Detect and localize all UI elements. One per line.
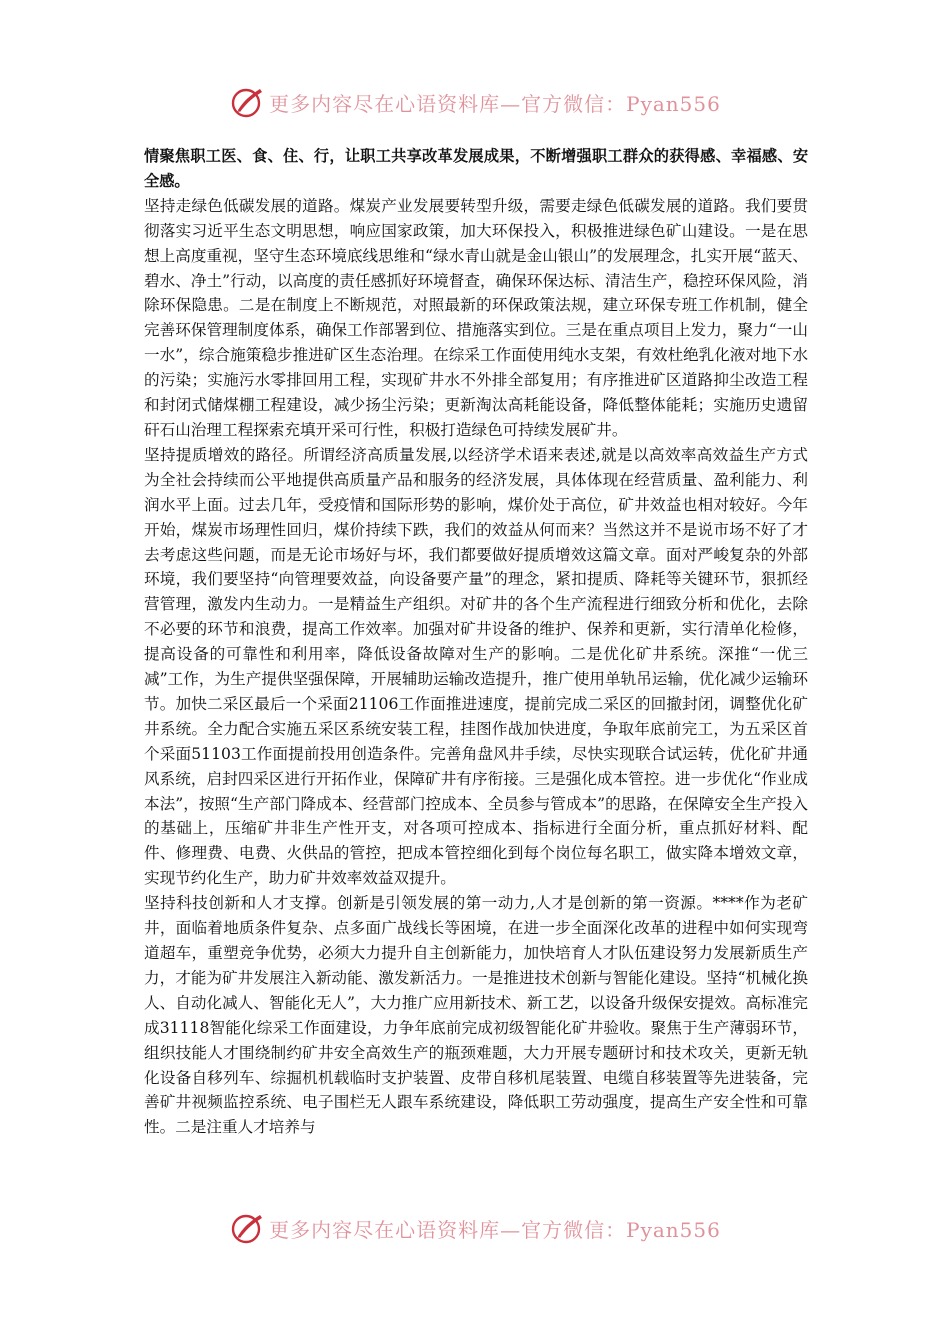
pen-logo-icon [229, 84, 265, 120]
pen-logo-icon [229, 1210, 265, 1246]
document-body [144, 144, 808, 1140]
header-banner [0, 82, 950, 122]
paragraph-2: 坚持走绿色低碳发展的道路。煤炭产业发展要转型升级，需要走绿色低碳发展的道路。我们要贯彻落实习近平生态文明思想，响应国家政策，加大环保投入，积极推进绿色矿山建设。一是在思想上高度重视，坚守生态环境底线思维和“绿水青山就是金山银山”的发展理念，扎实开展“蓝天、碧水、净土”行动，以高度的责任感抓好环境督查，确保环保达标、清洁生产，稳控环保风险，消除环保隐患。二是在制度上不断规范，对照最新的环保政策法规，建立环保专班工作机制，健全完善环保管理制度体系，确保工作部署到位、措施落实到位。三是在重点项目上发力，聚力“一山一水”，综合施策稳步推进矿区生态治理。在综采工作面使用纯水支架，有效杜绝乳化液对地下水的污染；实施污水零排回用工程，实现矿井水不外排全部复用；有序推进矿区道路抑尘改造工程和封闭式储煤棚工程建设，减少扬尘污染；更新淘汰高耗能设备，降低整体能耗；实施历史遗留矸石山治理工程探索充填开采可行性，积极打造绿色可持续发展矿井。 [144, 196, 808, 439]
paragraph-4: 坚持科技创新和人才支撑。创新是引领发展的第一动力,人才是创新的第一资源。****作为老矿井，面临着地质条件复杂、点多面广战线长等困境，在进一步全面深化改革的进程中如何实现弯道超车，重塑竞争优势，必须大力提升自主创新能力，加快培育人才队伍建设努力发展新质生产力，才能为矿井发展注入新动能、激发新活力。一是推进技术创新与智能化建设。坚持“机械化换人、自动化减人、智能化无人”，大力推广应用新技术、新工艺，以设备升级保安提效。高标准完成31118智能化综采工作面建设，力争年底前完成初级智能化矿井验收。聚焦于生产薄弱环节，组织技能人才围绕制约矿井安全高效生产的瓶颈难题，大力开展专题研讨和技术攻关，更新无轨化设备自移列车、综掘机机载临时支护装置、皮带自移机尾装置、电缆自移装置等先进装备，完善矿井视频监控系统、电子围栏无人跟车系统建设，降低职工劳动强度，提高生产安全性和可靠性。二是注重人才培养与 [144, 894, 808, 1137]
footer-banner [0, 1208, 950, 1248]
header-banner-text: 更多内容尽在心语资料库—官方微信：Pyan556 [269, 91, 721, 116]
paragraph-1: 情聚焦职工医、食、住、行，让职工共享改革发展成果，不断增强职工群众的获得感、幸福感、安全感。 [144, 147, 808, 190]
paragraph-3: 坚持提质增效的路径。所谓经济高质量发展,以经济学术语来表述,就是以高效率高效益生产方式为全社会持续而公平地提供高质量产品和服务的经济发展，具体体现在经营质量、盈利能力、利润水平上面。过去几年，受疫情和国际形势的影响，煤价处于高位，矿井效益也相对较好。今年开始，煤炭市场理性回归，煤价持续下跌，我们的效益从何而来？当然这并不是说市场不好了才去考虑这些问题，而是无论市场好与坏，我们都要做好提质增效这篇文章。面对严峻复杂的外部环境，我们要坚持“向管理要效益，向设备要产量”的理念，紧扣提质、降耗等关键环节，狠抓经营管理，激发内生动力。一是精益生产组织。对矿井的各个生产流程进行细致分析和优化，去除不必要的环节和浪费，提高工作效率。加强对矿井设备的维护、保养和更新，实行清单化检修，提高设备的可靠性和利用率，降低设备故障对生产的影响。二是优化矿井系统。深推“一优三减”工作，为生产提供坚强保障，开展辅助运输改造提升，推广使用单轨吊运输，优化减少运输环节。加快二采区最后一个采面21106工作面推进速度，提前完成二采区的回撤封闭，调整优化矿井系统。全力配合实施五采区系统安装工程，挂图作战加快进度，争取年底前完工，为五采区首个采面51103工作面提前投用创造条件。完善角盘风井手续，尽快实现联合试运转，优化矿井通风系统，启封四采区进行开拓作业，保障矿井有序衔接。三是强化成本管控。进一步优化“作业成本法”，按照“生产部门降成本、经营部门控成本、全员参与管成本”的思路，在保障安全生产投入的基础上，压缩矿井非生产性开支，对各项可控成本、指标进行全面分析，重点抓好材料、配件、修理费、电费、火供品的管控，把成本管控细化到每个岗位每名职工，做实降本增效文章，实现节约化生产，助力矿井效率效益双提升。 [144, 445, 808, 888]
footer-banner-text: 更多内容尽在心语资料库—官方微信：Pyan556 [269, 1217, 721, 1242]
